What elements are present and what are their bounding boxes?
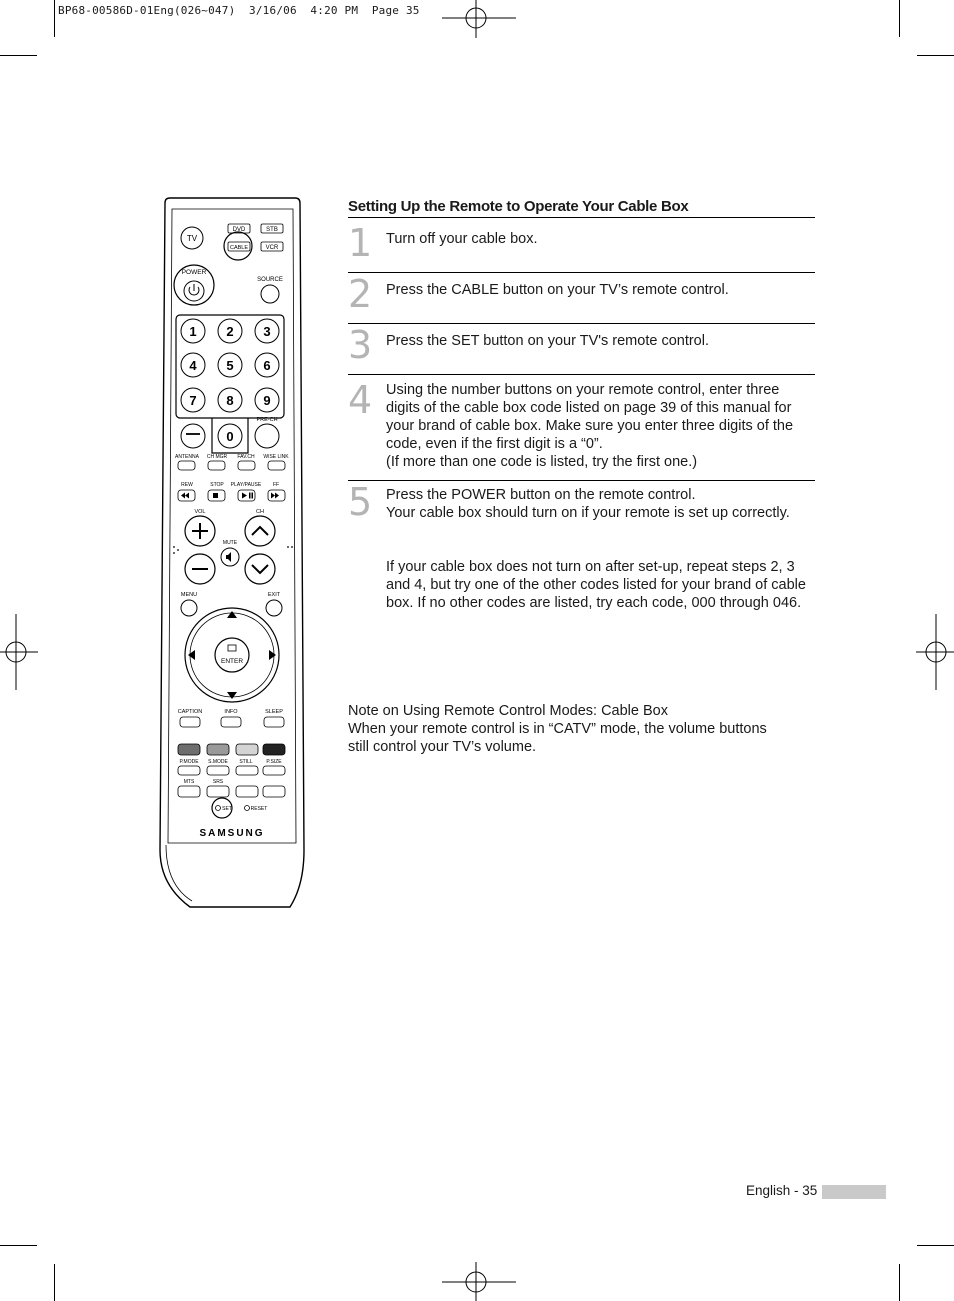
antenna-label: ANTENNA bbox=[175, 454, 199, 460]
crop-mark bbox=[917, 1245, 954, 1246]
step-text-line: your brand of cable box. Make sure you enter three digits of the bbox=[386, 418, 794, 434]
wise-link-label: WISE LINK bbox=[263, 454, 289, 460]
digit-label: 3 bbox=[263, 324, 271, 339]
digit-label: 5 bbox=[226, 358, 234, 373]
ff-label: FF bbox=[272, 482, 280, 488]
ch-mgr-label: CH MGR bbox=[206, 454, 228, 460]
registration-mark-icon bbox=[440, 1262, 518, 1301]
exit-label: EXIT bbox=[267, 592, 281, 598]
tip-paragraph bbox=[386, 558, 816, 612]
crop-mark bbox=[917, 55, 954, 56]
step-number: 1 bbox=[348, 221, 373, 265]
step-text-line: Press the POWER button on the remote control. bbox=[386, 487, 696, 503]
stb-mode-label: STB bbox=[266, 227, 278, 233]
tip-line: box. If no other codes are listed, try each code, 000 through 046. bbox=[386, 595, 802, 611]
crop-mark bbox=[899, 1264, 900, 1301]
still-label: STILL bbox=[239, 759, 253, 765]
vcr-mode-label: VCR bbox=[265, 245, 279, 251]
menu-label: MENU bbox=[180, 592, 198, 598]
registration-mark-icon bbox=[916, 612, 954, 692]
mts-label: MTS bbox=[183, 779, 195, 785]
info-label: INFO bbox=[224, 709, 238, 715]
step-text-line: (If more than one code is listed, try the first one.) bbox=[386, 454, 698, 470]
remote-control-illustration bbox=[150, 195, 315, 920]
digit-label: 7 bbox=[189, 393, 197, 408]
crop-mark bbox=[54, 0, 55, 37]
sleep-label: SLEEP bbox=[265, 709, 283, 715]
tv-mode-label: TV bbox=[186, 234, 198, 243]
srs-label: SRS bbox=[212, 779, 224, 785]
step-3 bbox=[348, 324, 815, 375]
enter-label: ENTER bbox=[220, 658, 244, 665]
step-number: 3 bbox=[348, 323, 373, 367]
digit-label: 4 bbox=[189, 358, 197, 373]
digit-label: 8 bbox=[226, 393, 234, 408]
step-text bbox=[386, 381, 811, 471]
note-line: still control your TV’s volume. bbox=[348, 739, 537, 755]
crop-mark bbox=[0, 55, 37, 56]
crop-mark bbox=[0, 1245, 37, 1246]
step-number: 4 bbox=[348, 378, 373, 422]
step-text: Press the SET button on your TV's remote control. bbox=[386, 333, 710, 349]
p-size-label: P.SIZE bbox=[266, 759, 282, 765]
rew-label: REW bbox=[181, 482, 193, 488]
crop-mark bbox=[899, 0, 900, 37]
step-text-line: Your cable box should turn on if your remote is set up correctly. bbox=[386, 505, 790, 521]
stop-label: STOP bbox=[210, 482, 224, 488]
step-number: 2 bbox=[348, 272, 373, 316]
footer-bar bbox=[822, 1185, 886, 1199]
step-text-line: digits of the cable box code listed on page 39 of this manual for bbox=[386, 400, 792, 416]
step-text bbox=[386, 486, 811, 522]
registration-mark-icon bbox=[440, 0, 518, 40]
step-text-line: Using the number buttons on your remote control, enter three bbox=[386, 382, 780, 398]
registration-mark-icon bbox=[0, 612, 38, 692]
step-text: Turn off your cable box. bbox=[386, 231, 538, 247]
cable-mode-label: CABLE bbox=[229, 245, 249, 251]
tip-line: and 4, but try one of the other codes listed for your brand of cable bbox=[386, 577, 806, 593]
set-label: SET bbox=[222, 806, 232, 812]
step-5 bbox=[348, 481, 815, 531]
mute-label: MUTE bbox=[222, 540, 238, 546]
note-paragraph bbox=[348, 702, 808, 756]
note-heading: Note on Using Remote Control Modes: Cable Box bbox=[348, 703, 668, 719]
samsung-logo: SAMSUNG bbox=[199, 828, 265, 839]
digit-label: 2 bbox=[226, 324, 234, 339]
digit-label: 1 bbox=[189, 324, 197, 339]
pre-ch-label: PRE-CH bbox=[256, 417, 278, 423]
source-label: SOURCE bbox=[257, 277, 283, 283]
section-title: Setting Up the Remote to Operate Your Cable Box bbox=[348, 198, 815, 218]
play-pause-label: PLAY/PAUSE bbox=[230, 482, 262, 488]
printer-slug: BP68-00586D-01Eng(026~047) 3/16/06 4:20 PM Page 35 bbox=[58, 4, 420, 17]
s-mode-label: S.MODE bbox=[208, 759, 228, 765]
step-2 bbox=[348, 273, 815, 324]
step-4 bbox=[348, 375, 815, 481]
caption-label: CAPTION bbox=[177, 709, 203, 715]
crop-mark bbox=[54, 1264, 55, 1301]
step-text-line: code, even if the first digit is a “0”. bbox=[386, 436, 603, 452]
digit-label: 6 bbox=[263, 358, 271, 373]
step-1 bbox=[348, 222, 815, 273]
digit-label: 0 bbox=[226, 429, 234, 444]
note-line: When your remote control is in “CATV” mode, the volume buttons bbox=[348, 721, 767, 737]
power-label: POWER bbox=[181, 269, 207, 276]
fav-ch-label: FAV.CH bbox=[237, 454, 255, 460]
tip-line: If your cable box does not turn on after set-up, repeat steps 2, 3 bbox=[386, 559, 795, 575]
dvd-mode-label: DVD bbox=[232, 227, 246, 233]
vol-label: VOL bbox=[194, 509, 206, 515]
ch-label: CH bbox=[256, 509, 264, 515]
step-text: Press the CABLE button on your TV’s remote control. bbox=[386, 282, 729, 298]
reset-label: RESET bbox=[250, 806, 268, 812]
page-number: English - 35 bbox=[746, 1183, 818, 1198]
step-number: 5 bbox=[348, 480, 373, 524]
digit-label: 9 bbox=[263, 393, 271, 408]
p-mode-label: P.MODE bbox=[179, 759, 199, 765]
